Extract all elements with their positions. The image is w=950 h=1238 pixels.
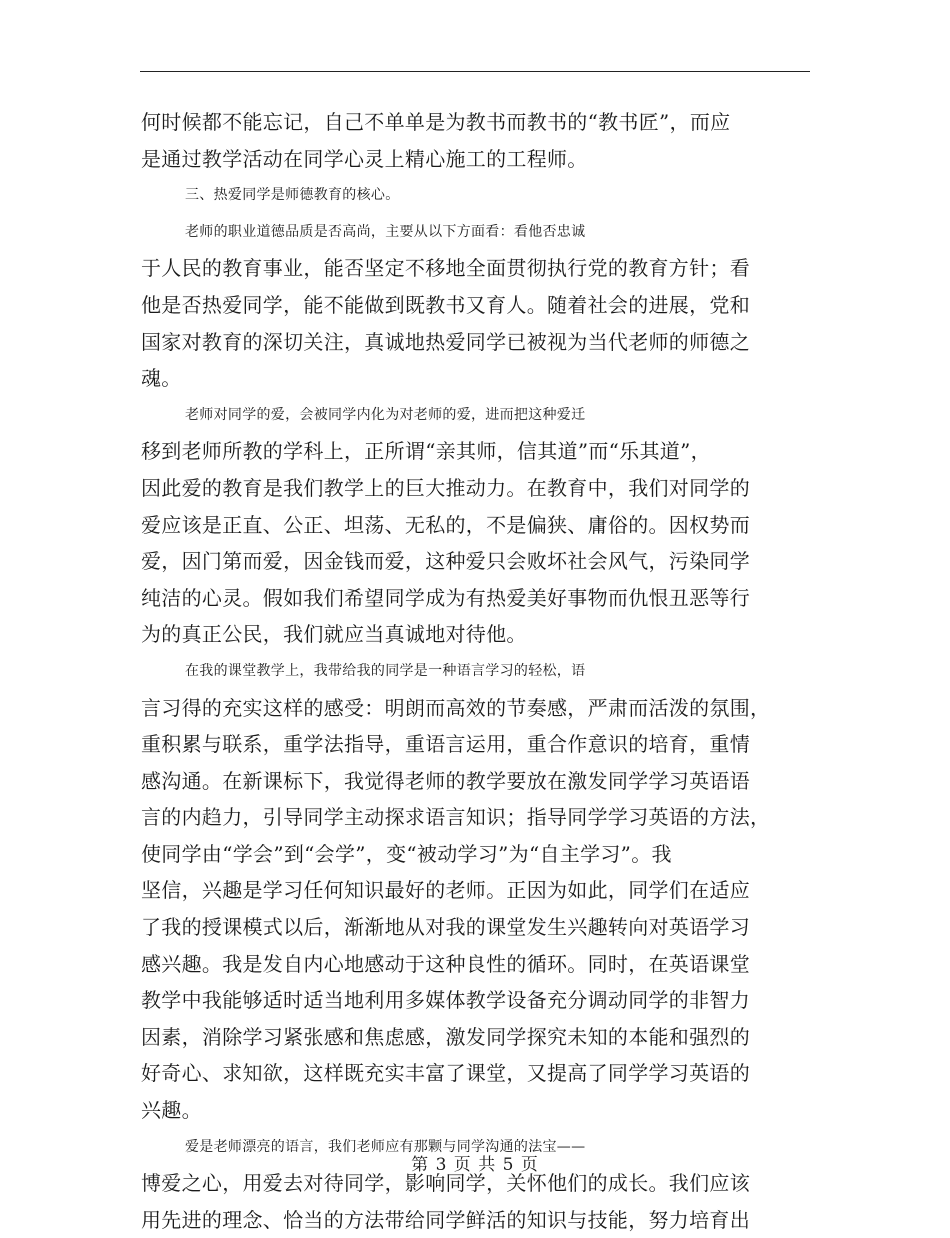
text-line: 爱是老师漂亮的语言，我们老师应有那颗与同学沟通的法宝—— [185,1138,586,1155]
text-line: 纯洁的心灵。假如我们希望同学成为有热爱美好事物而仇恨丑恶等行 [141,585,750,610]
text-line: 坚信，兴趣是学习任何知识最好的老师。正因为如此，同学们在适应 [141,878,750,903]
text-line: 感沟通。在新课标下，我觉得老师的教学要放在激发同学学习英语语 [141,768,750,793]
text-line: 三、热爱同学是师德教育的核心。 [185,187,400,204]
text-line: 在我的课堂教学上，我带给我的同学是一种语言学习的轻松，语 [185,662,586,679]
text-line: 移到老师所教的学科上，正所谓“亲其师，信其道”而“乐其道”， [141,439,711,464]
text-line: 重积累与联系，重学法指导，重语言运用，重合作意识的培育，重情 [141,732,750,757]
text-line: 老师对同学的爱，会被同学内化为对老师的爱，进而把这种爱迁 [185,406,586,423]
text-line: 言习得的充实这样的感受：明朗而高效的节奏感，严肃而活泼的氛围， [141,695,771,720]
page-footer: 第 3 页 共 5 页 [411,1155,539,1175]
text-line: 魂。 [141,366,182,391]
text-line: 好奇心、求知欲，这样既充实丰富了课堂，又提高了同学学习英语的 [141,1061,750,1086]
text-line: 老师的职业道德品质是否高尚，主要从以下方面看：看他否忠诚 [185,223,586,240]
text-line: 用先进的理念、恰当的方法带给同学鲜活的知识与技能，努力培育出 [141,1207,750,1232]
text-line: 言的内趋力，引导同学主动探求语言知识；指导同学学习英语的方法， [141,805,771,830]
text-line: 是通过教学活动在同学心灵上精心施工的工程师。 [141,146,588,171]
text-line: 他是否热爱同学，能不能做到既教书又育人。随着社会的进展，党和 [141,292,750,317]
text-line: 因此爱的教育是我们教学上的巨大推动力。在教育中，我们对同学的 [141,475,750,500]
text-line: 感兴趣。我是发自内心地感动于这种良性的循环。同时，在英语课堂 [141,951,750,976]
text-line: 了我的授课模式以后，渐渐地从对我的课堂发生兴趣转向对英语学习 [141,915,750,940]
text-line: 兴趣。 [141,1098,202,1123]
text-line: 为的真正公民，我们就应当真诚地对待他。 [141,622,527,647]
text-line: 爱，因门第而爱，因金钱而爱，这种爱只会败坏社会风气，污染同学 [141,549,750,574]
text-line: 因素，消除学习紧张感和焦虑感，激发同学探究未知的本能和强烈的 [141,1024,750,1049]
text-line: 博爱之心，用爱去对待同学，影响同学，关怀他们的成长。我们应该 [141,1171,750,1196]
text-line: 爱应该是正直、公正、坦荡、无私的，不是偏狭、庸俗的。因权势而 [141,512,750,537]
text-line: 于人民的教育事业，能否坚定不移地全面贯彻执行党的教育方针；看 [141,256,750,281]
document-body [141,104,813,1238]
text-line: 使同学由“学会”到“会学”，变“被动学习”为“自主学习”。我 [141,841,672,866]
header-rule [140,71,810,72]
text-line: 何时候都不能忘记，自己不单单是为教书而教书的“教书匠”，而应 [141,110,731,134]
text-line: 教学中我能够适时适当地利用多媒体教学设备充分调动同学的非智力 [141,988,750,1013]
text-line: 国家对教育的深切关注，真诚地热爱同学已被视为当代老师的师德之 [141,329,750,354]
